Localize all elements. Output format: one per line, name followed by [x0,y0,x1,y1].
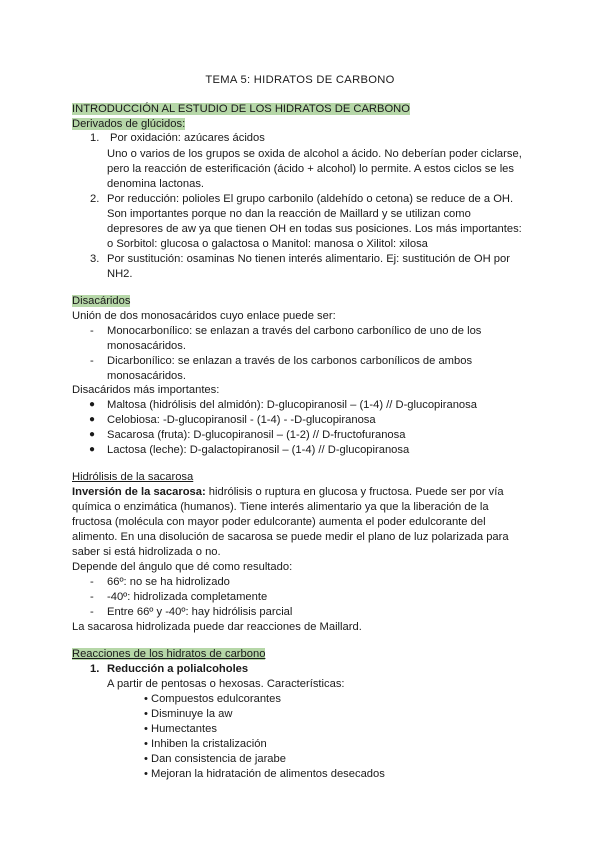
intro-heading: INTRODUCCIÓN AL ESTUDIO DE LOS HIDRATOS DE CARBONO [72,103,410,115]
list-item: Por reducción: polioles El grupo carbonilo (aldehído o cetona) se reduce de a OH. [107,193,514,205]
list-item-text: monosacáridos. [107,340,186,352]
paragraph-text: hidrólisis o ruptura en glucosa y fructosa. Puede ser por vía [205,486,504,498]
list-item: Por oxidación: azúcares ácidos [110,132,265,144]
paragraph-text: química o enzimática (humanos). Tiene interés alimentario ya que la liberación de la [72,501,489,513]
list-item-text: Son importantes porque no dan la reacción de Maillard y se utilizan como [107,208,471,220]
hidrolisis-heading: Hidrólisis de la sacarosa [72,471,194,483]
reacciones-heading: Reacciones de los hidratos de carbono [72,648,266,660]
bold-term: Inversión de la sacarosa: [72,486,206,498]
bullet-marker: ● [89,414,96,425]
list-item: Humectantes [151,723,217,735]
bullet-marker: • [144,693,148,705]
page-title: TEMA 5: HIDRATOS DE CARBONO [205,74,395,86]
dash-marker: - [90,355,94,367]
list-item: Celobiosa: -D-glucopiranosil - (1-4) - -D-glucopiranosa [107,414,376,426]
list-item: Monocarbonílico: se enlazan a través del carbono carbonílico de uno de los [107,325,482,337]
list-item: Compuestos edulcorantes [151,693,281,705]
paragraph: A partir de pentosas o hexosas. Características: [107,678,345,690]
list-number: 1. [90,663,100,675]
list-item: Disminuye la aw [151,708,233,720]
bullet-marker: ● [89,429,96,440]
bullet-marker: • [144,708,148,720]
dash-marker: - [90,576,94,588]
list-item-text: monosacáridos. [107,370,186,382]
paragraph: Unión de dos monosacáridos cuyo enlace puede ser: [72,310,336,322]
list-item-text: o Sorbitol: glucosa o galactosa o Manitol: manosa o Xilitol: xilosa [107,238,428,250]
paragraph-text: fructosa (molécula con mayor poder edulcorante) aumenta el poder edulcorante del [72,516,486,528]
list-item-text: denomina lactonas. [107,178,205,190]
list-item: Mejoran la hidratación de alimentos desecados [151,768,385,780]
list-number: 2. [90,193,100,205]
list-item: Lactosa (leche): D-galactopiranosil – (1-4) // D-glucopiranosa [107,444,410,456]
bullet-marker: • [144,723,148,735]
bullet-marker: • [144,738,148,750]
list-item-text: Uno o varios de los grupos se oxida de alcohol a ácido. No deberían poder ciclarse, [107,148,522,160]
list-item: Dan consistencia de jarabe [151,753,286,765]
list-item-text: NH2. [107,268,133,280]
dash-marker: - [90,606,94,618]
dash-marker: - [90,591,94,603]
list-item: 66º: no se ha hidrolizado [107,576,230,588]
subsection-title: Reducción a polialcoholes [107,663,249,675]
bullet-marker: ● [89,399,96,410]
paragraph: La sacarosa hidrolizada puede dar reacciones de Maillard. [72,621,362,633]
bullet-marker: • [144,753,148,765]
paragraph: Disacáridos más importantes: [72,384,220,396]
paragraph [72,485,504,499]
list-number: 3. [90,253,100,265]
bullet-marker: • [144,768,148,780]
list-item: Dicarbonílico: se enlazan a través de los carbonos carbonílicos de ambos [107,355,473,367]
list-item-text: depresores de aw ya que tienen OH en todas sus posiciones. Los más importantes: [107,223,522,235]
list-number: 1. [90,132,100,144]
list-item: Por sustitución: osaminas No tienen interés alimentario. Ej: sustitución de OH por [107,253,510,265]
list-item: Entre 66º y -40º: hay hidrólisis parcial [107,606,293,618]
list-item: Inhiben la cristalización [151,738,267,750]
list-item: Sacarosa (fruta): D-glucopiranosil – (1-2) // D-fructofuranosa [107,429,406,441]
list-item: -40º: hidrolizada completamente [107,591,268,603]
list-item: Maltosa (hidrólisis del almidón): D-glucopiranosil – (1-4) // D-glucopiranosa [107,399,477,411]
disacaridos-heading: Disacáridos [72,295,131,307]
paragraph-text: saber si está hidrolizada o no. [72,546,221,558]
derivados-heading: Derivados de glúcidos: [72,118,186,130]
dash-marker: - [90,325,94,337]
bullet-marker: ● [89,444,96,455]
paragraph-text: alimento. En una disolución de sacarosa se puede medir el plano de luz polarizada para [72,531,509,543]
list-item-text: pero la reacción de esterificación (ácido + alcohol) lo permite. A estos ciclos se les [107,163,514,175]
paragraph: Depende del ángulo que dé como resultado: [72,561,293,573]
